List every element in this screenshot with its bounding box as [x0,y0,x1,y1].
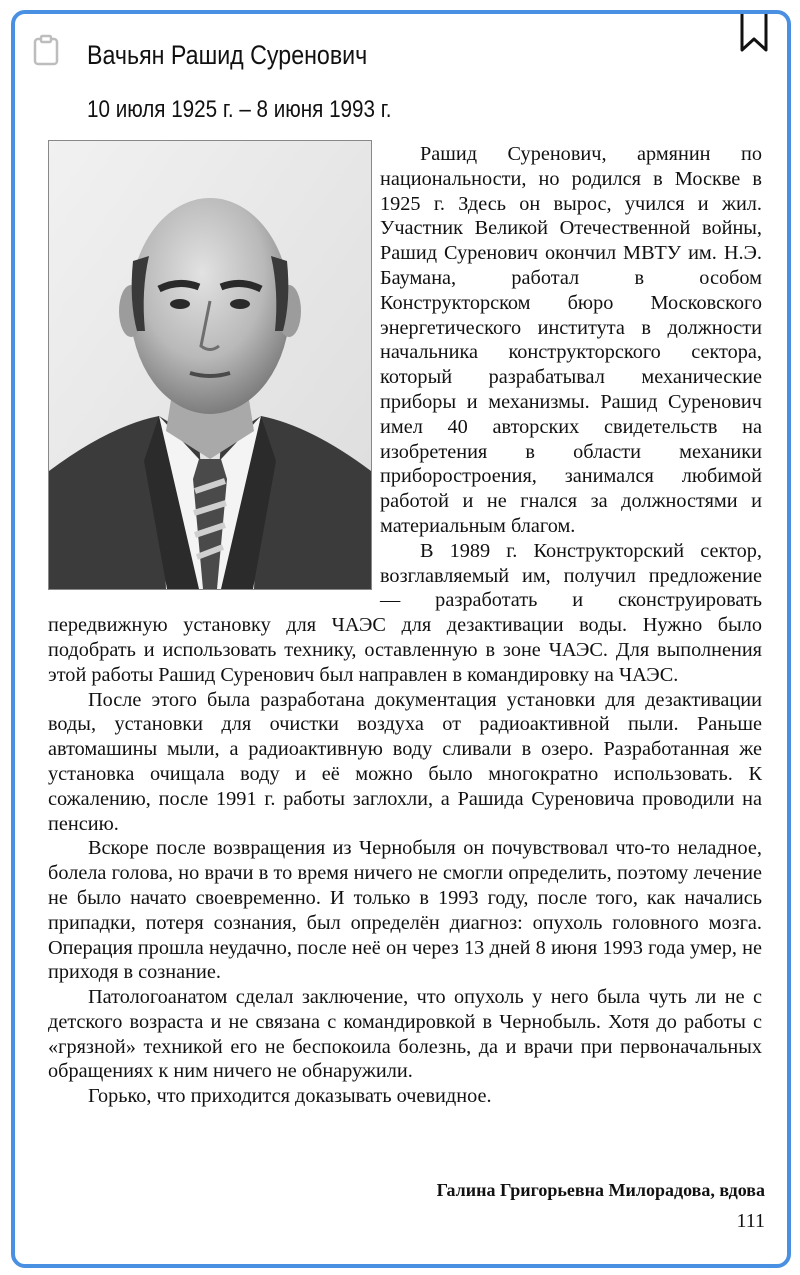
life-dates: 10 июля 1925 г. – 8 июня 1993 г. [87,96,392,123]
paragraph: В 1989 г. Конструкторский сектор, возглавляемый им, получил предложение — разработать и сконструировать передвижную установку для ЧАЭС для дезактивации воды. Нужно было подобрать и использовать технику, оставленную в зоне ЧАЭС. Для выполнения этой работы Рашид Суренович был направлен в командировку на ЧАЭС. [48,539,762,686]
clipboard-icon [33,34,59,66]
article-body [48,142,762,1109]
paragraph: После этого была разработана документация установки для дезактивации воды, установки для очистки воздуха от радиоактивной пыли. Раньше автомашины мыли, а радиоактивную воду сливали в озеро. Разработанная же установка очищала воду и её можно было многократно использовать. К сожалению, после 1991 г. работы заглохли, а Рашида Суреновича проводили на пенсию. [48,688,762,835]
paragraph: Горько, что приходится доказывать очевидное. [88,1085,492,1108]
bookmark-icon[interactable] [739,10,769,54]
paragraph: Рашид Суренович, армянин по национальности, но родился в Москве в 1925 г. Здесь он вырос, учился и жил. Участник Великой Отечественной войны, Рашид Суренович окончил МВТУ им. Н.Э. Баумана, работал в особом Конструкторском бюро Московского энергетического института в должности начальника конструкторского сектора, который разрабатывал механические приборы и механизмы. Рашид Суренович имел 40 авторских свидетельств на изобретения в области механики приборостроения, занимался любимой работой и не гнался за должностями и материальным благом. [380,143,762,537]
page-number: 111 [736,1210,765,1232]
paragraph: Вскоре после возвращения из Чернобыля он почувствовал что-то неладное, болела голова, но врачи в то время ничего не смогли определить, поэтому лечение не было начато своевременно. И только в 1993 году, после того, как начались припадки, потеря сознания, был определён диагноз: опухоль головного мозга. Операция прошла неудачно, после неё он через 13 дней 8 июня 1993 года умер, не приходя в сознание. [48,837,762,984]
page-title: Вачьян Рашид Суренович [87,40,368,70]
document-frame [11,10,791,1268]
author-signature: Галина Григорьевна Милорадова, вдова [436,1180,765,1200]
paragraph: Патологоанатом сделал заключение, что опухоль у него была чуть ли не с детского возраста и не связана с командировкой в Чернобыль. Хотя до работы с «грязной» техникой его не беспокоила болезнь, да и врачи при первоначальных обращениях к ним ничего не обнаружили. [48,986,762,1083]
